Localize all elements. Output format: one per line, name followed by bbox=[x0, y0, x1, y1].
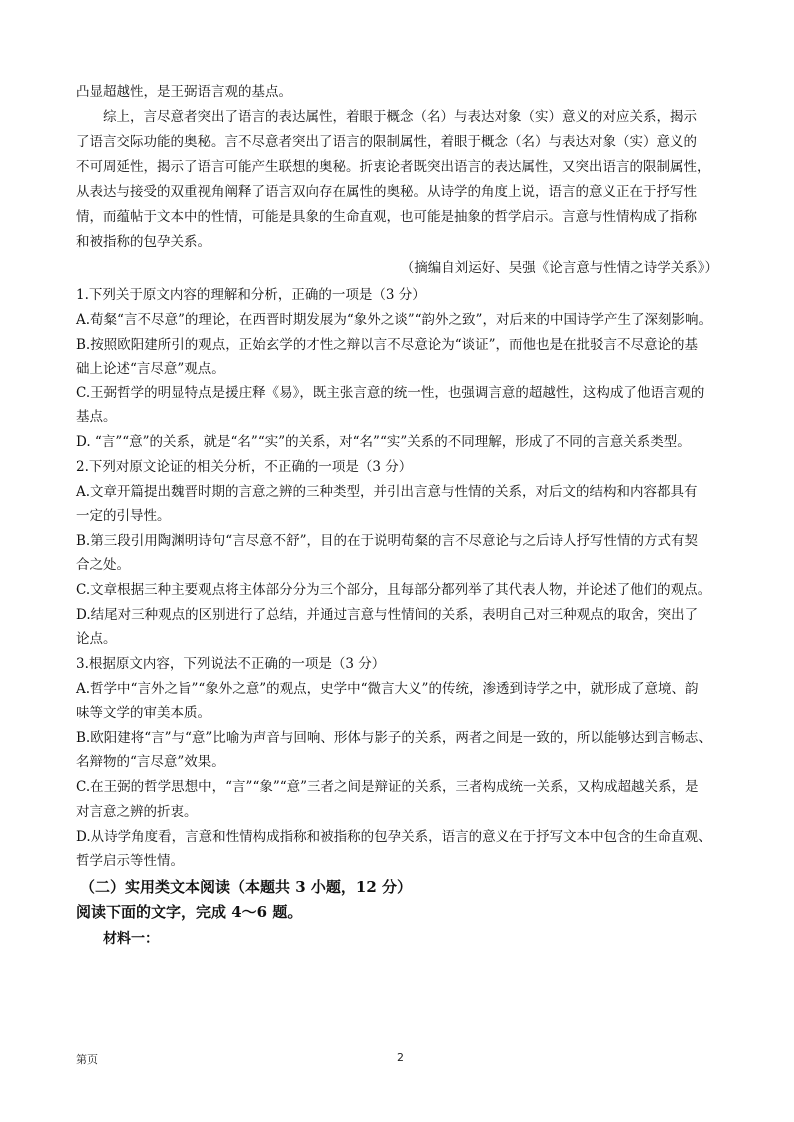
question-option: 一定的引导性。 bbox=[76, 508, 171, 524]
question-option: 论点。 bbox=[76, 631, 117, 647]
section-instruction: 阅读下面的文字，完成 4～6 题。 bbox=[76, 903, 303, 921]
material-label: 材料一： bbox=[103, 931, 159, 947]
passage-line: 综上，言尽意者突出了语言的表达属性，着眼于概念（名）与表达对象（实）意义的对应关系，揭示 bbox=[103, 109, 697, 125]
passage-line: 了语言交际功能的奥秘。言不尽意者突出了语言的限制属性，着眼于概念（名）与表达对象（实）意义的 bbox=[76, 134, 697, 150]
question-option: 础上论述“言尽意”观点。 bbox=[76, 361, 225, 377]
question-option: 合之处。 bbox=[76, 557, 130, 573]
question-option: A.荀粲“言不尽意”的理论，在西晋时期发展为“象外之谈”“韵外之致”，对后来的中国诗学产生了深刻影响。 bbox=[76, 312, 712, 328]
question-line: 3.根据原文内容，下列说法不正确的一项是（3 分） bbox=[76, 656, 386, 672]
question-option: 基点。 bbox=[76, 409, 117, 425]
question-option: 对言意之辨的折衷。 bbox=[76, 804, 198, 820]
passage-line: 凸显超越性，是王弼语言观的基点。 bbox=[76, 84, 292, 100]
page-number: 2 bbox=[397, 1051, 404, 1064]
passage-line: 和被指称的包孕关系。 bbox=[76, 234, 211, 250]
question-option: 味等文学的审美本质。 bbox=[76, 705, 211, 721]
question-option: D.从诗学角度看，言意和性情构成指称和被指称的包孕关系，语言的意义在于抒写文本中包含的生命直观、 bbox=[76, 829, 712, 845]
question-option: C.在王弼的哲学思想中，“言”“象”“意”三者之间是辩证的关系，三者构成统一关系，又构成超越关系，是 bbox=[76, 779, 699, 795]
passage-source: （摘编自刘运好、吴强《论言意与性情之诗学关系》） bbox=[400, 260, 718, 276]
question-option: C.王弼哲学的明显特点是援庄释《易》，既主张言意的统一性，也强调言意的超越性，这构成了他语言观的 bbox=[76, 385, 705, 401]
question-option: 哲学启示等性情。 bbox=[76, 853, 184, 869]
passage-line: 不可周延性，揭示了语言可能产生联想的奥秘。折衷论者既突出语言的表达属性，又突出语言的限制属性， bbox=[76, 159, 711, 175]
question-option: C.文章根据三种主要观点将主体部分分为三个部分，且每部分都列举了其代表人物，并论述了他们的观点。 bbox=[76, 582, 712, 598]
question-line: 1.下列关于原文内容的理解和分析，正确的一项是（3 分） bbox=[76, 287, 426, 303]
question-option: B.按照欧阳建所引的观点，正始玄学的才性之辩以言不尽意论为“谈证”，而他也是在批驳言不尽意论的基 bbox=[76, 337, 699, 353]
passage-line: 从表达与接受的双重视角阐释了语言双向存在属性的奥秘。从诗学的角度上说，语言的意义正在于抒写性 bbox=[76, 184, 697, 200]
question-option: B.第三段引用陶渊明诗句“言尽意不舒”，目的在于说明荀粲的言不尽意论与之后诗人抒写性情的方式有契 bbox=[76, 533, 699, 549]
question-option: 名辩物的“言尽意”效果。 bbox=[76, 754, 225, 770]
passage-line: 情，而蕴帖于文本中的性情，可能是具象的生命直观，也可能是抽象的哲学启示。言意与性情构成了指称 bbox=[76, 209, 697, 225]
footer-label: 第页 bbox=[76, 1053, 98, 1066]
question-option: D. “言”“意”的关系，就是“名”“实”的关系，对“名”“实”关系的不同理解，形成了不同的言意关系类型。 bbox=[76, 434, 691, 450]
question-option: B.欧阳建将“言”与“意”比喻为声音与回响、形体与影子的关系，两者之间是一致的，所以能够达到言畅志、 bbox=[76, 730, 712, 746]
question-option: A.哲学中“言外之旨”“象外之意”的观点，史学中“微言大义”的传统，渗透到诗学之中，就形成了意境、韵 bbox=[76, 681, 699, 697]
question-option: A.文章开篇提出魏晋时期的言意之辨的三种类型，并引出言意与性情的关系，对后文的结构和内容都具有 bbox=[76, 484, 698, 500]
question-option: D.结尾对三种观点的区别进行了总结，并通过言意与性情间的关系，表明自己对三种观点的取舍，突出了 bbox=[76, 607, 699, 623]
section-heading: （二）实用类文本阅读（本题共 3 小题，12 分） bbox=[80, 878, 412, 896]
question-line: 2.下列对原文论证的相关分析，不正确的一项是（3 分） bbox=[76, 459, 413, 475]
